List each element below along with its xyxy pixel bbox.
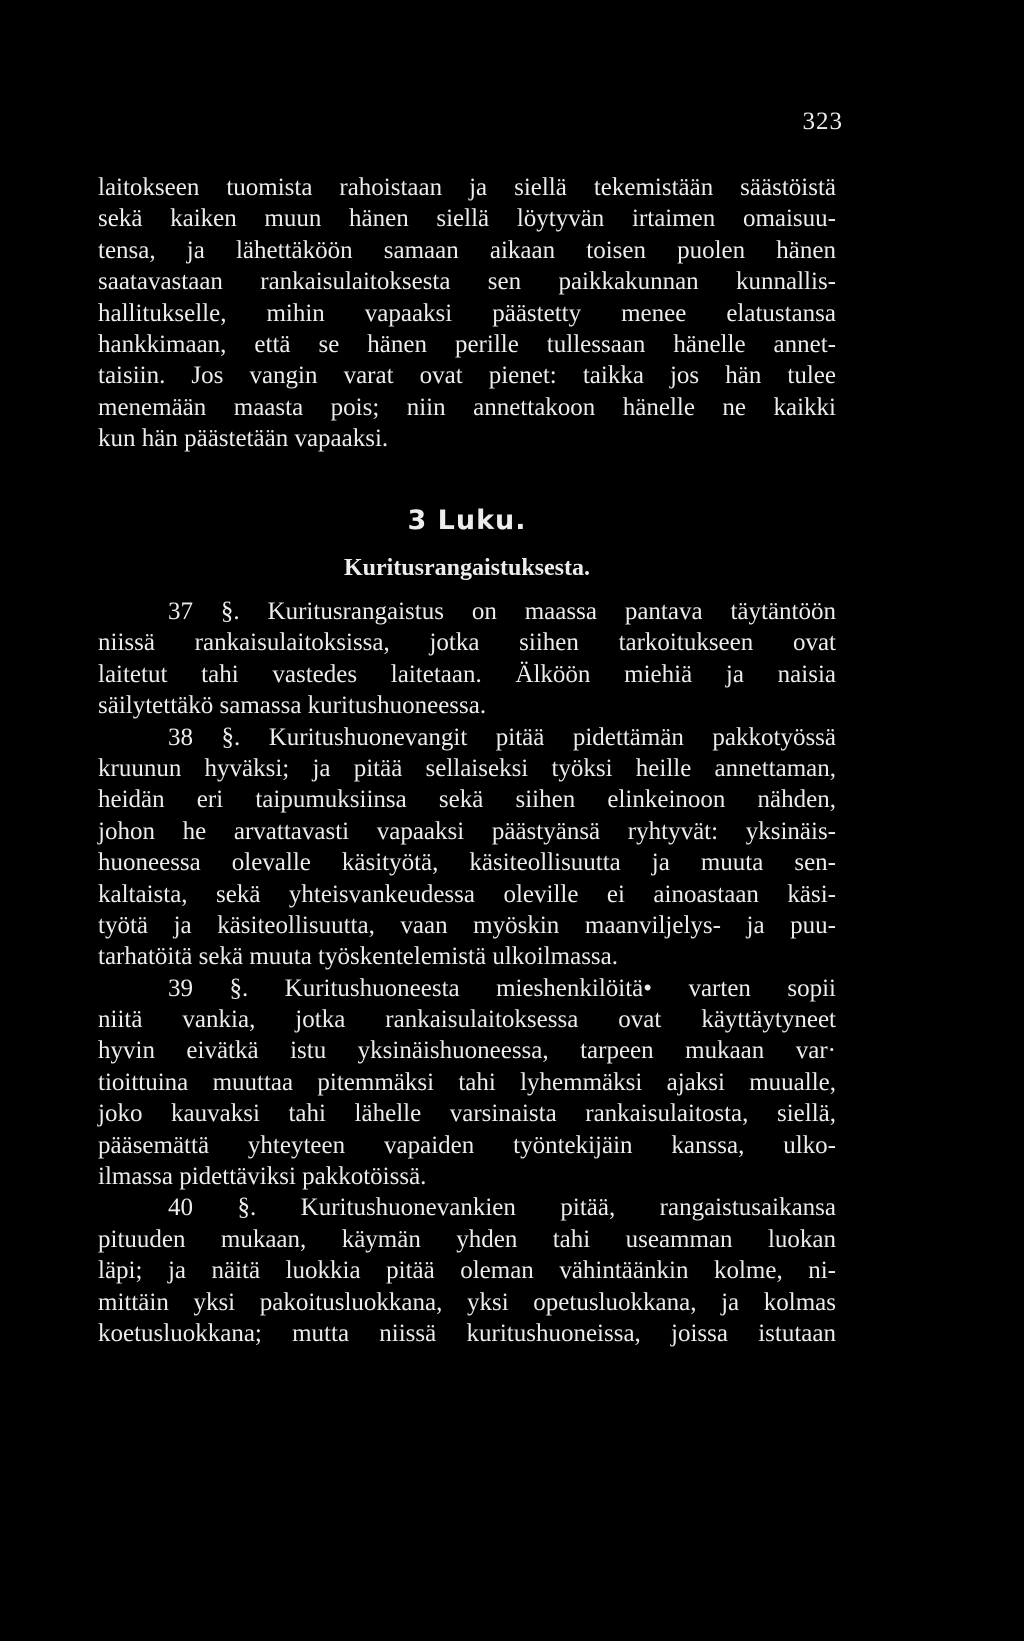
text-line: menemään maasta pois; niin annettakoon hänelle ne kaikki <box>98 393 836 421</box>
section-title: Kuritusrangaistuksesta. <box>343 555 591 581</box>
text-line: hyvin eivätkä istu yksinäishuoneessa, tarpeen mukaan var· <box>98 1037 836 1065</box>
text-line: pääsemättä yhteyteen vapaiden työntekijäin kanssa, ulko- <box>98 1131 836 1159</box>
text-line: taisiin. Jos vangin varat ovat pienet: taikka jos hän tulee <box>98 362 836 390</box>
text-line: tensa, ja lähettäköön samaan aikaan toisen puolen hänen <box>98 236 836 264</box>
text-line: työtä ja käsiteollisuutta, vaan myöskin maanviljelys- ja puu- <box>98 911 836 939</box>
text-line: tarhatöitä sekä muuta työskentelemistä ulkoilmassa. <box>98 943 619 971</box>
text-line: saatavastaan rankaisulaitoksesta sen paikkakunnan kunnallis- <box>98 268 836 296</box>
paragraph-38 <box>98 722 836 973</box>
text-line: sekä kaiken muun hänen siellä löytyvän irtaimen omaisuu- <box>98 205 836 233</box>
text-line: heidän eri taipumuksiinsa sekä siihen elinkeinoon nähden, <box>98 786 836 814</box>
text-line: tioittuina muuttaa pitemmäksi tahi lyhemmäksi ajaksi muualle, <box>98 1068 836 1096</box>
text-line: laitokseen tuomista rahoistaan ja siellä tekemistään säästöistä <box>98 174 836 201</box>
section-body <box>98 596 836 1349</box>
text-line: mittäin yksi pakoitusluokkana, yksi opetusluokkana, ja kolmas <box>98 1288 836 1316</box>
text-line: joko kauvaksi tahi lähelle varsinaista rankaisulaitosta, siellä, <box>98 1100 836 1128</box>
text-line: läpi; ja näitä luokkia pitää oleman vähintäänkin kolme, ni- <box>98 1257 836 1285</box>
text-line: laitetut tahi vastedes laitetaan. Älköön miehiä ja naisia <box>98 660 836 688</box>
intro-paragraph <box>98 172 836 455</box>
paragraph-39 <box>98 973 836 1193</box>
text-line: säilytettäkö samassa kuritushuoneessa. <box>98 692 487 720</box>
text-line: 39 §. Kuritushuoneesta mieshenkilöitä• varten sopii <box>168 974 836 1002</box>
paragraph-40 <box>98 1192 836 1349</box>
text-line: pituuden mukaan, käymän yhden tahi useamman luokan <box>98 1225 836 1253</box>
text-line: hankkimaan, että se hänen perille tullessaan hänelle annet- <box>98 330 836 358</box>
text-line: 37 §. Kuritusrangaistus on maassa pantava täytäntöön <box>168 598 836 625</box>
text-line: 40 §. Kuritushuonevankien pitää, rangaistusaikansa <box>168 1194 836 1222</box>
text-line: niissä rankaisulaitoksissa, jotka siihen tarkoitukseen ovat <box>98 629 836 657</box>
text-line: kaltaista, sekä yhteisvankeudessa oleville ei ainoastaan käsi- <box>98 880 836 908</box>
chapter-title: 3 Luku. <box>407 505 527 536</box>
text-line: huoneessa olevalle käsityötä, käsiteollisuutta ja muuta sen- <box>98 849 836 877</box>
text-line: hallitukselle, mihin vapaaksi päästetty menee elatustansa <box>98 299 836 327</box>
paragraph-37 <box>98 596 836 722</box>
text-line: kun hän päästetään vapaaksi. <box>98 425 389 453</box>
text-line: niitä vankia, jotka rankaisulaitoksessa ovat käyttäytyneet <box>98 1006 836 1034</box>
text-line: koetusluokkana; mutta niissä kuritushuoneissa, joissa istutaan <box>98 1319 836 1347</box>
text-line: ilmassa pidettäviksi pakkotöissä. <box>98 1163 427 1191</box>
text-line: kruunun hyväksi; ja pitää sellaiseksi työksi heille annettaman, <box>98 754 836 782</box>
text-line: johon he arvattavasti vapaaksi päästyänsä ryhtyvät: yksinäis- <box>98 817 836 845</box>
text-line: 38 §. Kuritushuonevangit pitää pidettämän pakkotyössä <box>168 723 836 751</box>
page-number: 323 <box>802 108 843 135</box>
